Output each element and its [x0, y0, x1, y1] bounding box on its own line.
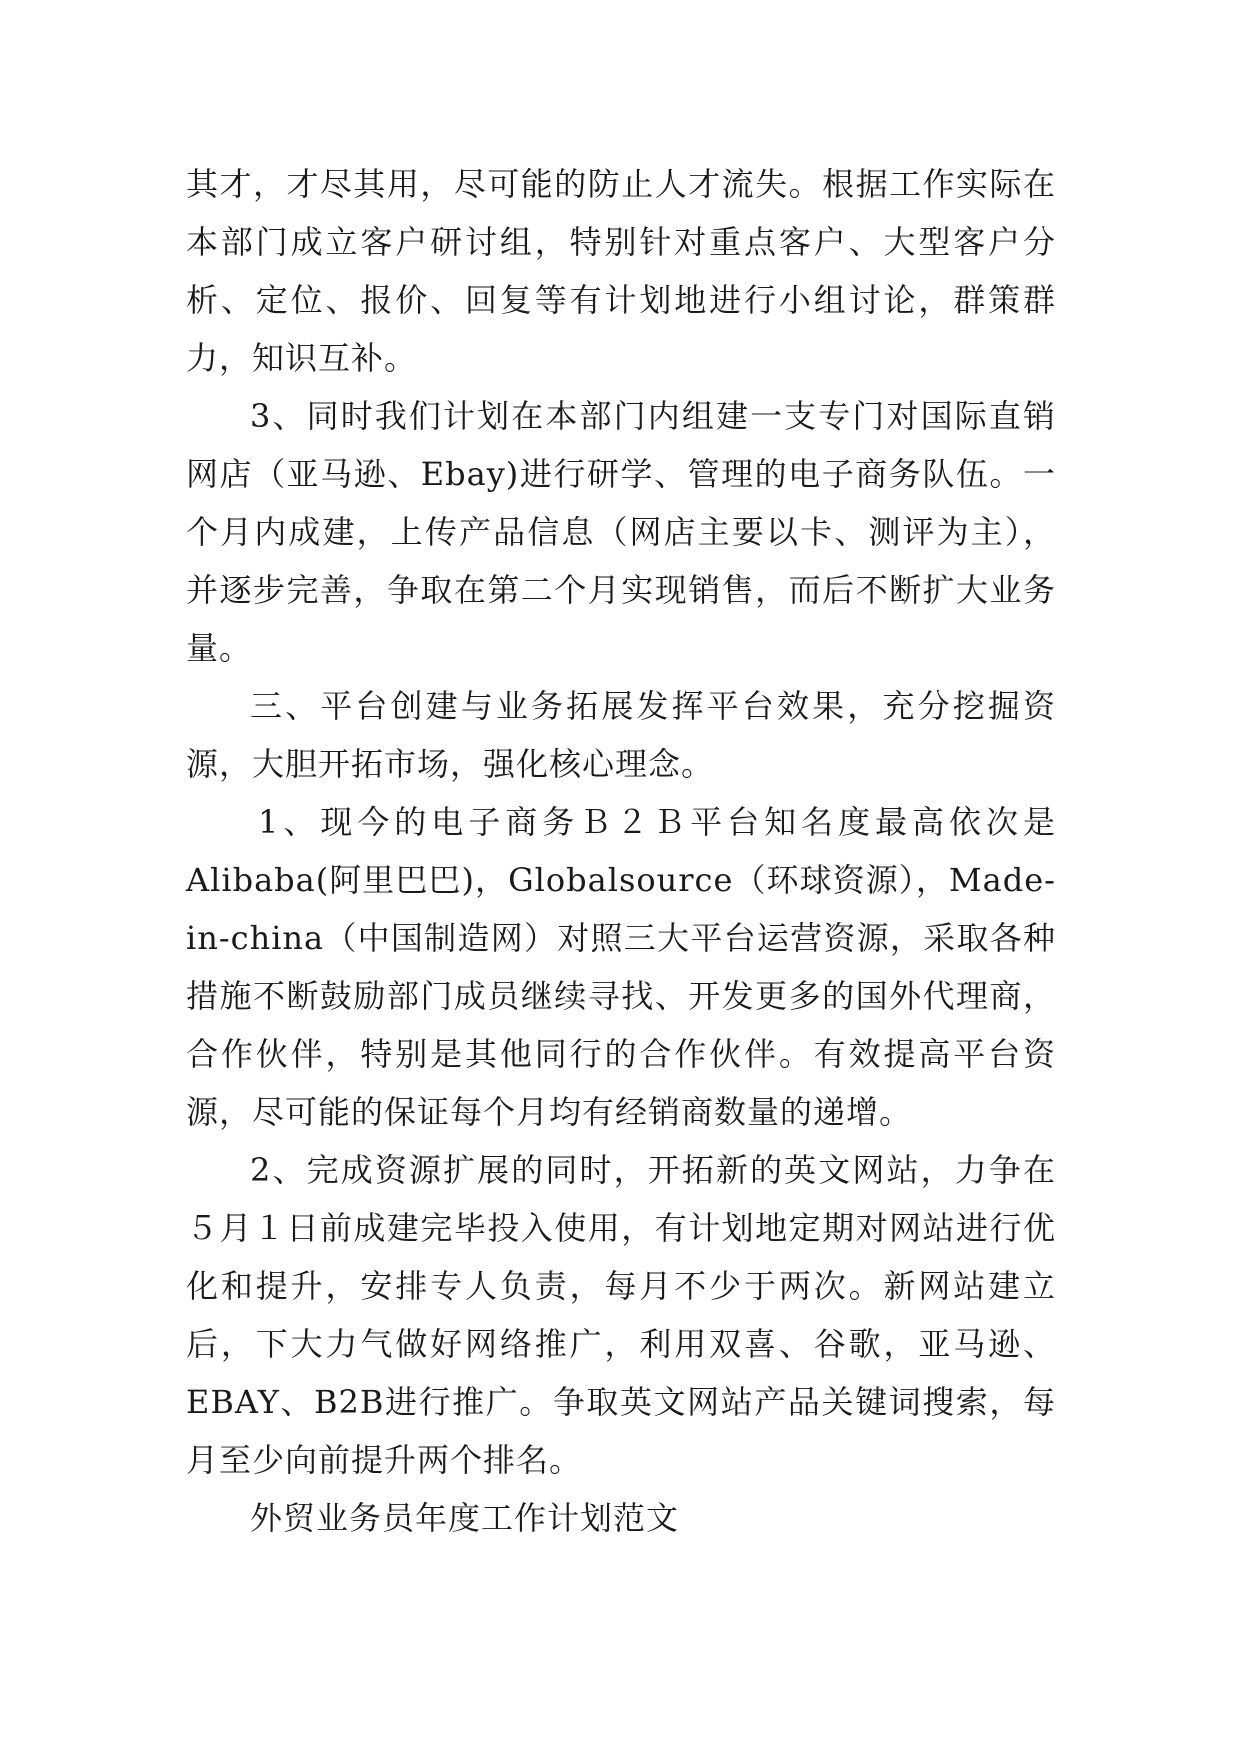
document-body [186, 155, 1056, 1547]
paragraph-talent-continuation: 其才，才尽其用，尽可能的防止人才流失。根据工作实际在本部门成立客户研讨组，特别针对重点客户、大型客户分析、定位、报价、回复等有计划地进行小组讨论，群策群力，知识互补。 [186, 165, 1056, 377]
paragraph-english-website: 2、完成资源扩展的同时，开拓新的英文网站，力争在５月１日前成建完毕投入使用，有计划地定期对网站进行优化和提升，安排专人负责，每月不少于两次。新网站建立后，下大力气做好网络推广，利用双喜、谷歌，亚马逊、EBAY、B2B进行推广。争取英文网站产品关键词搜索，每月至少向前提升两个排名。 [186, 1151, 1056, 1479]
paragraph-ecommerce-team: 3、同时我们计划在本部门内组建一支专门对国际直销网店（亚马逊、Ebay)进行研学、管理的电子商务队伍。一个月内成建，上传产品信息（网店主要以卡、测评为主），并逐步完善，争取在第二个月实现销售，而后不断扩大业务量。 [186, 397, 1056, 667]
document-title-next: 外贸业务员年度工作计划范文 [250, 1499, 680, 1537]
paragraph-b2b-platforms: 1、现今的电子商务Ｂ２Ｂ平台知名度最高依次是Alibaba(阿里巴巴)，Globalsource（环球资源），Made-in-china（中国制造网）对照三大平台运营资源，采取各种措施不断鼓励部门成员继续寻找、开发更多的国外代理商，合作伙伴，特别是其他同行的合作伙伴。有效提高平台资源，尽可能的保证每个月均有经销商数量的递增。 [186, 803, 1056, 1131]
section-heading-platform: 三、平台创建与业务拓展发挥平台效果，充分挖掘资源，大胆开拓市场，强化核心理念。 [186, 687, 1056, 783]
